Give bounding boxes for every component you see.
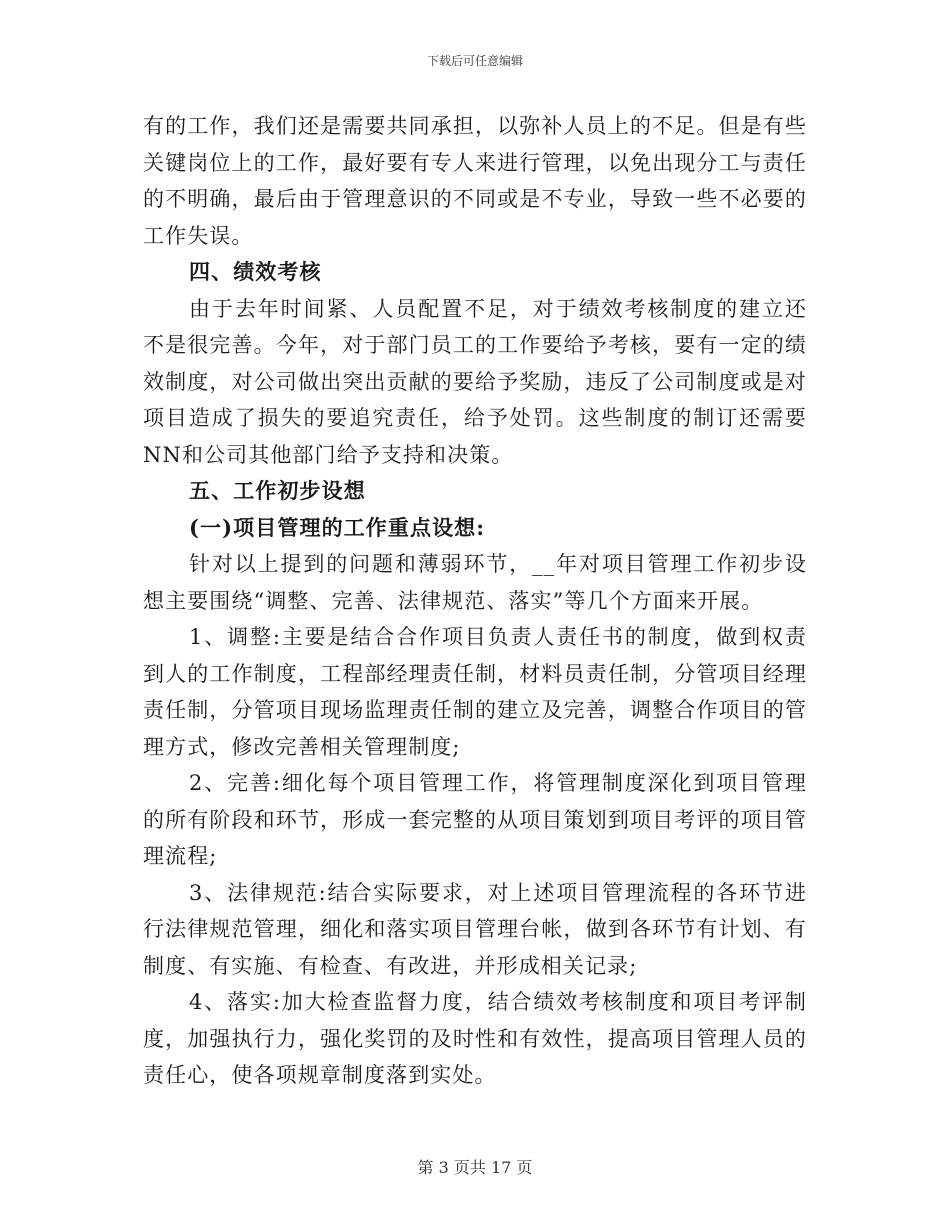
paragraph-intro-ideas: 针对以上提到的问题和薄弱环节，__年对项目管理工作初步设想主要围绕“调整、完善、法律规范、落实”等几个方面来开展。 (143, 552, 807, 613)
page-number: 第 3 页共 17 页 (417, 1158, 533, 1177)
document-body (143, 108, 807, 1094)
paragraph-item-legal: 3、法律规范:结合实际要求，对上述项目管理流程的各环节进行法律规范管理，细化和落实项目管理台帐，做到各环节有计划、有制度、有实施、有检查、有改进，并形成相关记录; (143, 880, 807, 978)
paragraph-performance-review: 由于去年时间紧、人员配置不足，对于绩效考核制度的建立还不是很完善。今年，对于部门员工的工作要给予考核，要有一定的绩效制度，对公司做出突出贡献的要给予奖励，违反了公司制度或是对项目造成了损失的要追究责任，给予处罚。这些制度的制订还需要NN和公司其他部门给予支持和决策。 (143, 296, 807, 467)
paragraph-item-implement: 4、落实:加大检查监督力度，结合绩效考核制度和项目考评制度，加强执行力，强化奖罚的及时性和有效性，提高项目管理人员的责任心，使各项规章制度落到实处。 (143, 990, 807, 1087)
page-header: 下载后可任意编辑 (426, 54, 523, 68)
section-heading-initial-ideas: 五、工作初步设想 (189, 478, 366, 503)
subsection-heading-project-management: (一)项目管理的工作重点设想: (189, 514, 486, 540)
paragraph-item-improve: 2、完善:细化每个项目管理工作，将管理制度深化到项目管理的所有阶段和环节，形成一套完整的从项目策划到项目考评的项目管理流程; (143, 771, 807, 868)
paragraph-continuation: 有的工作，我们还是需要共同承担，以弥补人员上的不足。但是有些关键岗位上的工作，最好要有专人来进行管理，以免出现分工与责任的不明确，最后由于管理意识的不同或是不专业，导致一些不必要的工作失误。 (143, 114, 807, 248)
paragraph-item-adjust: 1、调整:主要是结合合作项目负责人责任书的制度，做到权责到人的工作制度，工程部经理责任制，材料员责任制，分管项目经理责任制，分管项目现场监理责任制的建立及完善，调整合作项目的管理方式，修改完善相关管理制度; (143, 625, 807, 759)
section-heading-performance-review: 四、绩效考核 (189, 259, 322, 284)
